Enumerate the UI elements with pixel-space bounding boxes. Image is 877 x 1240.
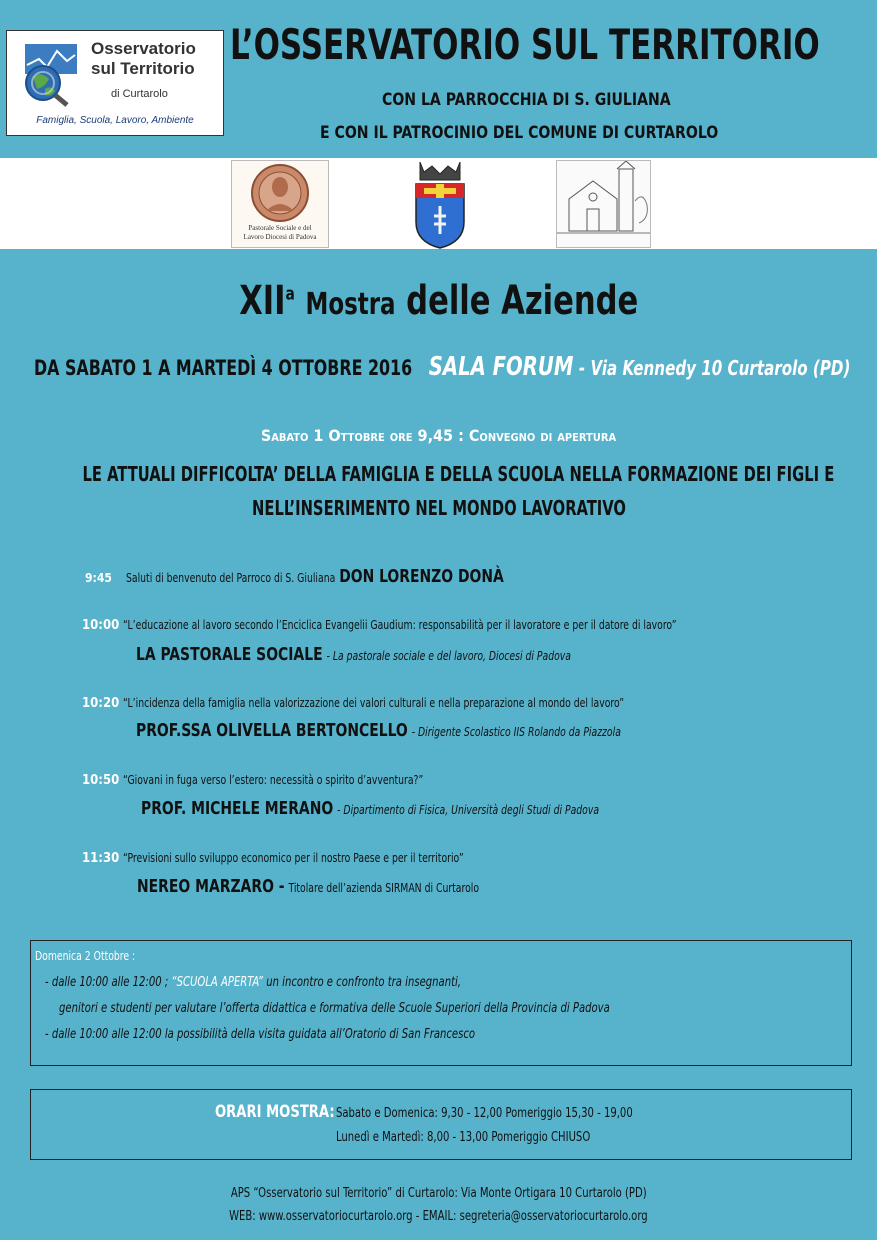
scuola-aperta-label: “SCUOLA APERTA” — [171, 975, 264, 990]
oratorio-drawing — [556, 160, 651, 248]
domenica-item2: - dalle 10:00 alle 12:00 la possibilità della visita guidata all’Oratorio di San Francesco — [45, 1027, 476, 1042]
event-title — [0, 278, 877, 324]
event-title-rest: delle Aziende — [405, 278, 639, 324]
program-text: “L’educazione al lavoro secondo l’Enciclica Evangelii Gaudium: responsabilità per il lavoratore e per il datore di lavoro” — [123, 618, 677, 632]
pastorale-caption — [232, 224, 328, 242]
subtitle-parrocchia: CON LA PARROCCHIA DI S. GIULIANA — [382, 90, 671, 110]
logo-tagline: Famiglia, Scuola, Lavoro, Ambiente — [36, 115, 194, 126]
domenica-item1-cont: genitori e studenti per valutare l’offerta didattica e formativa delle Scuole Superiori della Provincia di Padova — [59, 1001, 610, 1016]
pastorale-sociale-emblem — [231, 160, 329, 248]
emblem-strip — [0, 158, 877, 249]
logo — [6, 30, 224, 136]
church-icon — [557, 161, 650, 247]
footer-contacts: WEB: www.osservatoriocurtarolo.org - EMAIL: segreteria@osservatoriocurtarolo.org — [229, 1209, 648, 1224]
event-venue: SALA FORUM — [428, 352, 574, 382]
convegno-theme-line2: NELL’INSERIMENTO NEL MONDO LAVORATIVO — [251, 496, 626, 520]
pastorale-caption-line1: Pastorale Sociale e del — [248, 224, 312, 232]
orari-box — [30, 1089, 852, 1160]
pastorale-caption-line2: Lavoro Diocesi di Padova — [243, 233, 317, 241]
program-text: “Previsioni sullo sviluppo economico per il nostro Paese e per il territorio” — [123, 851, 464, 865]
page-title: L’OSSERVATORIO SUL TERRITORIO — [230, 20, 820, 69]
program-speaker-line — [137, 876, 479, 897]
medallion-icon — [232, 163, 328, 225]
event-dateline — [34, 352, 877, 382]
program-time: 10:00 — [82, 618, 120, 633]
comune-coat-of-arms — [410, 158, 470, 249]
program-item — [126, 566, 504, 587]
program-speaker: DON LORENZO DONÀ — [339, 566, 504, 587]
orari-label: ORARI MOSTRA: — [215, 1102, 335, 1122]
subtitle-patrocinio: E CON IL PATROCINIO DEL COMUNE DI CURTAROLO — [320, 123, 719, 143]
logo-line3: di Curtarolo — [111, 88, 168, 100]
program-affiliation: - Dirigente Scolastico IIS Rolando da Piazzola — [411, 725, 621, 739]
program-text: “L’incidenza della famiglia nella valorizzazione dei valori culturali e nella preparazione al mondo del lavoro” — [123, 696, 625, 710]
program-time: 9:45 — [85, 571, 112, 585]
event-address: - Via Kennedy 10 Curtarolo (PD) — [578, 356, 851, 380]
program-affiliation: - La pastorale sociale e del lavoro, Diocesi di Padova — [326, 649, 571, 663]
program-speaker: PROF.SSA OLIVELLA BERTONCELLO — [136, 720, 408, 741]
domenica-heading: Domenica 2 Ottobre : — [35, 949, 136, 963]
event-dates: DA SABATO 1 A MARTEDÌ 4 OTTOBRE 2016 — [34, 356, 413, 380]
event-title-xii: XII — [238, 278, 286, 324]
orari-row-weekend: Sabato e Domenica: 9,30 - 12,00 Pomeriggio 15,30 - 19,00 — [336, 1106, 633, 1121]
footer-address: APS “Osservatorio sul Territorio” di Curtarolo: Via Monte Ortigara 10 Curtarolo (PD) — [230, 1186, 647, 1201]
program-speaker: NEREO MARZARO - — [137, 876, 285, 897]
header — [0, 0, 877, 158]
program-speaker-line — [136, 644, 571, 665]
coat-of-arms-icon — [410, 158, 470, 249]
convegno-theme-line1: LE ATTUALI DIFFICOLTA’ DELLA FAMIGLIA E DELLA SCUOLA NELLA FORMAZIONE DEI FIGLI E — [82, 462, 835, 486]
program-time: 10:50 — [82, 773, 120, 788]
logo-line2: sul Territorio — [91, 59, 195, 78]
program-affiliation: Titolare dell’azienda SIRMAN di Curtarolo — [288, 881, 480, 895]
program-text: Saluti di benvenuto del Parroco di S. Giuliana — [126, 571, 336, 585]
program-speaker: PROF. MICHELE MERANO — [141, 798, 334, 819]
event-title-mostra: Mostra — [305, 287, 396, 322]
convegno-line: Sabato 1 Ottobre ore 9,45 : Convegno di apertura — [260, 426, 617, 445]
program-affiliation: - Dipartimento di Fisica, Università degli Studi di Padova — [337, 803, 600, 817]
domenica-box — [30, 940, 852, 1066]
logo-line1: Osservatorio — [91, 39, 196, 58]
domenica-item1: - dalle 10:00 alle 12:00 ; “SCUOLA APERTA” un incontro e confronto tra insegnanti, — [45, 975, 461, 990]
program-time: 11:30 — [82, 851, 120, 866]
orari-row-weekday: Lunedì e Martedì: 8,00 - 13,00 Pomeriggio CHIUSO — [336, 1130, 591, 1145]
program-speaker: LA PASTORALE SOCIALE — [136, 644, 323, 665]
program-speaker-line — [141, 798, 599, 819]
program-time: 10:20 — [82, 696, 120, 711]
event-title-sup: a — [285, 283, 295, 305]
program-text: “Giovani in fuga verso l’estero: necessità o spirito d’avventura?” — [123, 773, 424, 787]
globe-magnifier-icon — [15, 39, 85, 109]
program-speaker-line — [136, 720, 621, 741]
